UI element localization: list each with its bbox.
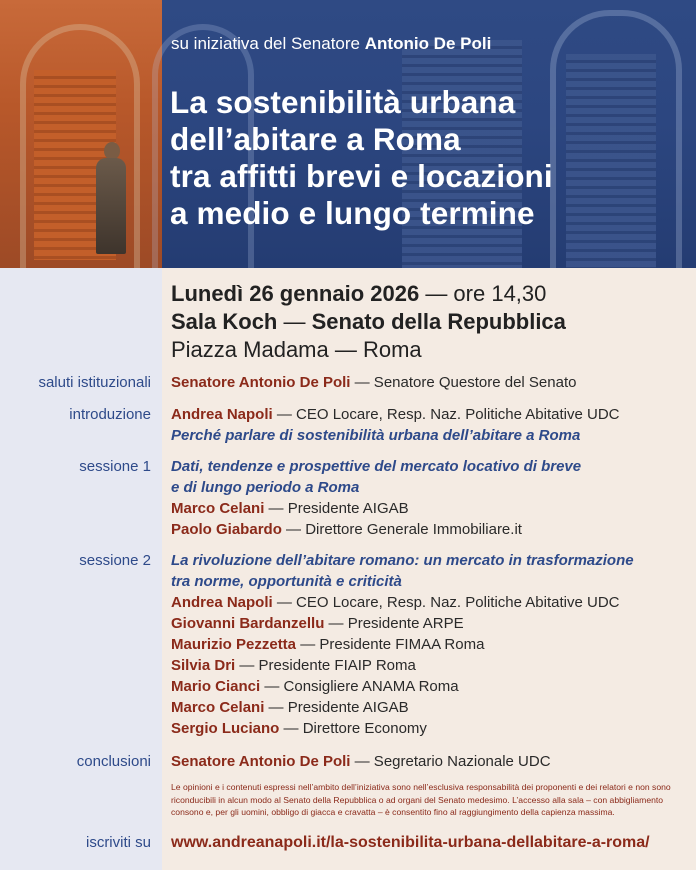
section-label: conclusioni bbox=[76, 753, 151, 770]
section-label: saluti istituzionali bbox=[38, 374, 151, 391]
session-topic: La rivoluzione dell’abitare romano: un mercato in trasformazione bbox=[171, 552, 634, 569]
session-topic: e di lungo periodo a Roma bbox=[171, 479, 360, 496]
kicker-text: su iniziativa del Senatore Antonio De Poli bbox=[171, 34, 492, 53]
speaker-row: Mario Cianci — Consigliere ANAMA Roma bbox=[171, 678, 459, 695]
title-line: a medio e lungo termine bbox=[170, 195, 535, 231]
registration-link[interactable]: www.andreanapoli.it/la-sostenibilita-urbana-dellabitare-a-roma/ bbox=[171, 834, 650, 851]
event-date: Lunedì 26 gennaio 2026 bbox=[171, 281, 420, 306]
venue-place: Senato della Repubblica bbox=[311, 309, 566, 334]
session-topic: Dati, tendenze e prospettive del mercato locativo di breve bbox=[171, 458, 582, 475]
section-label: iscriviti su bbox=[85, 834, 151, 851]
section-label: sessione 1 bbox=[79, 458, 151, 475]
kicker-name: Antonio De Poli bbox=[364, 34, 492, 53]
speaker-row: Marco Celani — Presidente AIGAB bbox=[171, 500, 409, 517]
event-poster: su iniziativa del Senatore Antonio De Poli La sostenibilità urbana dell’abitare a Roma tra affitti brevi e locazioni a medio e lungo termine Lunedì 26 gennaio 2026 — ore 14,30 Sala Koch — Senato della Repubblica Piazza Madama — Roma saluti istituzionali Senatore Antonio De Poli — Senatore Questore del Senato introduzione Andrea Napoli — CEO Locare, Resp. Naz. Politiche Abitative UDC Perché parlare di sostenibilità urbana dell’abitare a Roma sessione 1 Dati, tendenze e prospettive del mercato locativo di breve e di lungo periodo a Roma Marco Celani — Presidente AIGAB Paolo Giabardo — Direttore Generale Immobiliare.it sessione 2 La rivoluzione dell’abitare romano: un mercato in trasformazione tra norme, opportunità e criticità Andrea Napoli — CEO Locare, Resp. Naz. Politiche Abitative UDC Giovanni Bardanzellu — Presidente ARPE Maurizio Pezzetta — Presidente FIMAA Roma Silvia Dri — Presidente FIAIP Roma Mario Cianci — Consigliere ANAMA Roma Marco Celani — Presidente AIGAB Sergio Luciano — Direttore Economy conclusioni Senatore Antonio De Poli — Segretario Nazionale UDC Le opinioni e i contenuti espressi nell’ambito dell’iniziativa sono nell’esclusiva responsabilità dei proponenti e dei relatori e non sono riconducibili in alcun modo al Senato della Repubblica o ad organi del Senato medesimo. L’accesso alla sala – con abbigliamento consono e, per gli uomini, obbligo di giacca e cravatta – è consentito fino al raggiungimento della capienza massima. iscriviti su www.andreanapoli.it/la-sostenibilita-urbana-dellabitare-a-roma/ bbox=[0, 0, 696, 870]
header-photo bbox=[0, 0, 696, 268]
speaker-row: Silvia Dri — Presidente FIAIP Roma bbox=[171, 657, 416, 674]
session-topic: Perché parlare di sostenibilità urbana dell’abitare a Roma bbox=[171, 427, 581, 444]
session-topic: tra norme, opportunità e criticità bbox=[171, 573, 402, 590]
event-address: Piazza Madama — Roma bbox=[171, 337, 422, 362]
speaker-row: Andrea Napoli — CEO Locare, Resp. Naz. Politiche Abitative UDC bbox=[171, 594, 620, 611]
section-label: introduzione bbox=[69, 406, 151, 423]
speaker-row: Marco Celani — Presidente AIGAB bbox=[171, 699, 409, 716]
legal-disclaimer: Le opinioni e i contenuti espressi nell’ambito dell’iniziativa sono nell’esclusiva responsabilità dei proponenti e dei relatori e non sono riconducibili in alcun modo al Senato della Repubblica o ad organi del Senato medesimo. L’accesso alla sala – con abbigliamento consono e, per gli uomini, obbligo di giacca e cravatta – è consentito fino al raggiungimento della capienza massima. bbox=[171, 782, 671, 817]
event-time: — ore 14,30 bbox=[425, 281, 547, 306]
speaker-row: Giovanni Bardanzellu — Presidente ARPE bbox=[171, 615, 464, 632]
section-label: sessione 2 bbox=[79, 552, 151, 569]
venue-room: Sala Koch bbox=[171, 309, 278, 334]
speaker-row: Maurizio Pezzetta — Presidente FIMAA Roma bbox=[171, 636, 485, 653]
title-line: dell’abitare a Roma bbox=[170, 121, 461, 157]
speaker-row: Paolo Giabardo — Direttore Generale Immobiliare.it bbox=[171, 521, 522, 538]
title-line: tra affitti brevi e locazioni bbox=[170, 158, 553, 194]
title-line: La sostenibilità urbana bbox=[170, 84, 516, 120]
speaker-row: Sergio Luciano — Direttore Economy bbox=[171, 720, 427, 737]
photo-left-orange bbox=[0, 0, 162, 268]
event-details: Lunedì 26 gennaio 2026 — ore 14,30 Sala Koch — Senato della Repubblica Piazza Madama — Roma bbox=[171, 281, 566, 362]
event-title bbox=[170, 84, 690, 232]
